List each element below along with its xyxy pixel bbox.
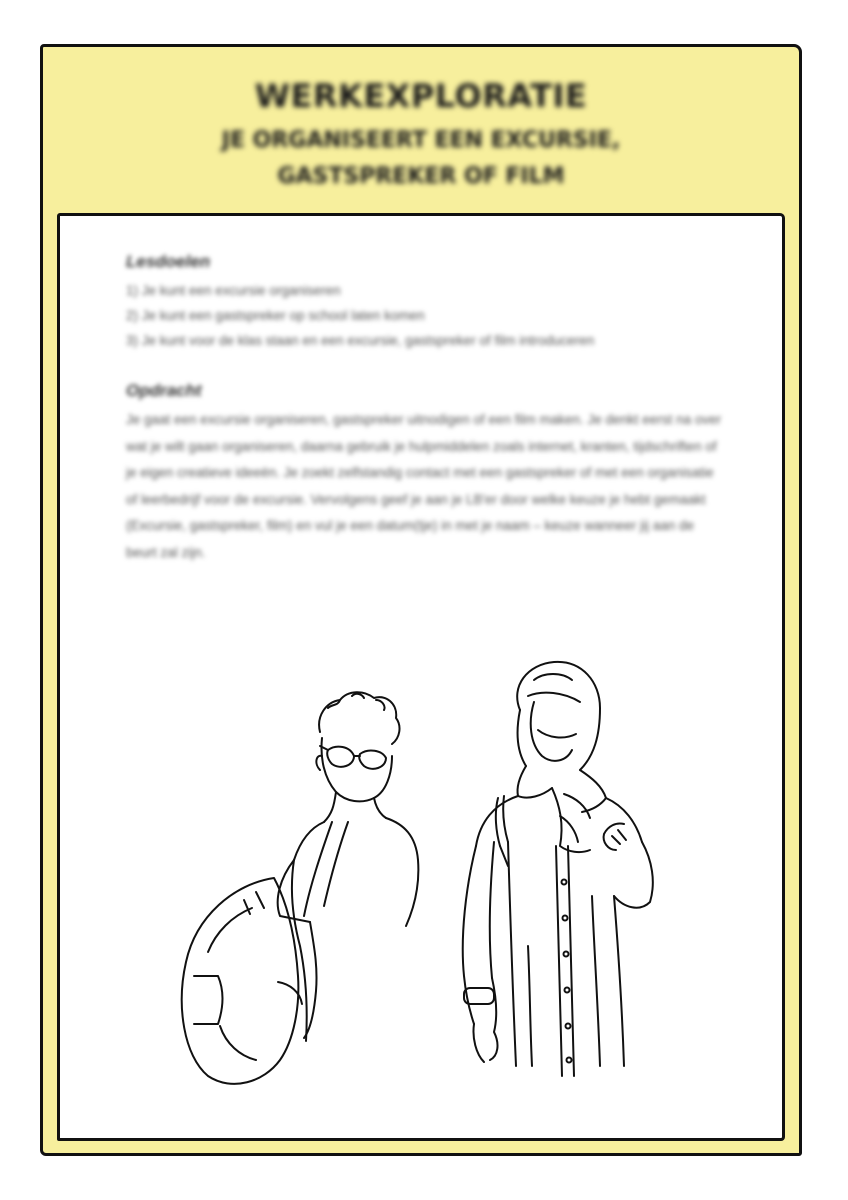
worksheet-header [43,67,799,195]
yellow-frame [40,44,802,1156]
page-subtitle-line-1: JE ORGANISEERT EEN EXCURSIE, [221,128,621,153]
opdracht-text: Je gaat een excursie organiseren, gastspreker uitnodigen of een film maken. Je denkt eerst na over wat je wilt gaan organiseren, daarna gebruik je hulpmiddelen zoals internet, kranten, tijdschriften of je eigen creatieve ideeën. Je zoekt zelfstandig contact met een gastspreker of met een organisatie of leerbedrijf voor de excursie. Vervolgens geef je aan je LB'er door welke keuze je hebt gemaakt (Excursie, gastspreker, film) en vul je een datum(tje) in met je naam – keuze wanneer jij aan de beurt zal zijn. [126,412,722,560]
page-title: WERKEXPLORATIE [254,77,588,115]
content-text [126,252,726,566]
opdracht-heading: Opdracht [126,381,202,400]
content-panel [57,213,785,1141]
page-subtitle-line-2: GASTSPREKER OF FILM [277,164,565,189]
lesdoel-item: 1) Je kunt een excursie organiseren [126,283,341,298]
lesdoel-item: 3) Je kunt voor de klas staan en een excursie, gastspreker of film introduceren [126,333,595,348]
two-students-line-drawing-icon [124,646,684,1116]
lesdoel-item: 2) Je kunt een gastspreker op school laten komen [126,308,425,323]
lesdoelen-heading: Lesdoelen [126,252,211,271]
